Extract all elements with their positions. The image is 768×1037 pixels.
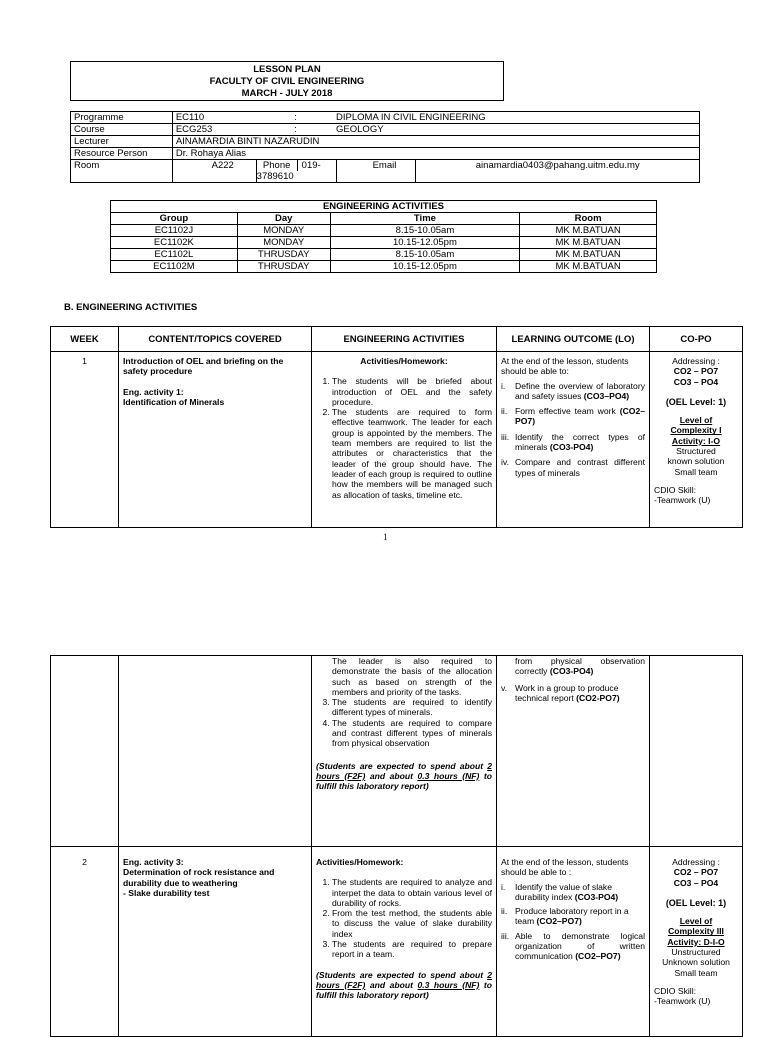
- email-value: ainamardia0403@pahang.uitm.edu.my: [416, 160, 700, 183]
- lo-code: (CO3–PO4): [583, 390, 630, 401]
- complexity-team: Small team: [674, 466, 718, 477]
- copo-cell-empty: [650, 656, 743, 847]
- topic-sub: - Slake durability test: [123, 887, 210, 898]
- content-cell: [119, 847, 312, 1037]
- copo-1: CO2 – PO7: [673, 867, 719, 878]
- activity-item: 2. The students are required to form effective teamwork. The leader for each group is appointed by the members. The team members are required to list the attributes or characteristics that the leader of the group should have. The leader of each group is required to outline how the members will be managed such as allocation of tasks, timeline etc.: [332, 407, 492, 500]
- info-row-resource: [71, 148, 700, 160]
- header-faculty: FACULTY OF CIVIL ENGINEERING: [209, 76, 365, 87]
- eng-activity-label: Eng. activity 3:: [123, 857, 184, 867]
- cdio-value: -Teamwork (U): [654, 495, 711, 506]
- lecturer-name: AINAMARDIA BINTI NAZARUDIN: [172, 136, 699, 148]
- activities-cont-cell: [312, 656, 497, 847]
- lo-num: i.: [501, 380, 506, 391]
- course-info-table: [70, 111, 700, 183]
- lo-num: ii.: [501, 906, 508, 917]
- lo-num: iii.: [501, 431, 510, 442]
- lesson-table-page2-cont: [50, 655, 743, 847]
- course-name: GEOLOGY: [336, 124, 699, 136]
- table-row-week1: [51, 352, 743, 528]
- phone-value: 019-3789610: [256, 160, 321, 182]
- note-part: (Students are expected to spend about: [316, 969, 488, 980]
- lo-intro: At the end of the lesson, students should be able to :: [501, 857, 629, 878]
- table-row: [111, 261, 657, 273]
- course-label: Course: [71, 124, 173, 136]
- copo-1: CO2 – PO7: [673, 366, 719, 377]
- lo-cont-cell: [497, 656, 650, 847]
- lo-text: Define the overview of laboratory and safety issues: [515, 380, 645, 401]
- copo-addressing: Addressing :: [672, 356, 720, 366]
- lo-code: (CO2–PO7): [536, 916, 582, 927]
- week-number: 1: [51, 352, 119, 528]
- eng-activity-label: Eng. activity 1:: [123, 386, 184, 397]
- lo-num: v.: [501, 682, 508, 693]
- lo-code: (CO2–PO7): [575, 951, 621, 962]
- lo-intro: At the end of the lesson, students should be able to:: [501, 356, 629, 377]
- lo-code: (CO3-PO4): [549, 666, 594, 677]
- lo-cell: [497, 352, 650, 528]
- complexity-team: Small team: [674, 967, 718, 978]
- note-part: 2 hours (F2F): [316, 760, 492, 781]
- col-group: Group: [111, 213, 238, 225]
- activities-cell: [312, 352, 497, 528]
- lo-item: [501, 457, 645, 478]
- lo-item: [501, 882, 645, 903]
- lo-text: Produce laboratory report in a team: [515, 906, 629, 927]
- note-part: to fulfill this laboratory report): [316, 979, 492, 1001]
- activity-cont-text: The leader is also required to demonstrate the basis of the allocation such as based on strength of the members and priority of the tasks.: [332, 656, 492, 697]
- room-cell: MK M.BATUAN: [520, 237, 657, 249]
- topic-text: Introduction of OEL and briefing on the safety procedure: [123, 356, 284, 377]
- lo-text: Able to demonstrate logical organization of written communication: [515, 930, 645, 962]
- lo-code: (CO3-PO4): [574, 891, 619, 902]
- lesson-table-week2: [50, 846, 743, 1037]
- header-session: MARCH - JULY 2018: [241, 88, 333, 99]
- col-week: WEEK: [51, 327, 119, 352]
- page-number: 1: [383, 532, 388, 542]
- activity-item: 2. From the test method, the students able to discuss the value of slake durability index: [332, 908, 492, 939]
- content-cell-empty: [119, 656, 312, 847]
- complexity-activity: Activity: D-I-O: [667, 936, 725, 947]
- time-cell: 8.15-10.05am: [330, 225, 520, 237]
- lo-item: [501, 683, 645, 704]
- phone-label: Phone: [257, 160, 298, 171]
- note-part: (Students are expected to spend about: [316, 760, 488, 771]
- lo-item: [501, 931, 645, 962]
- note-part: to fulfill this laboratory report): [316, 770, 492, 792]
- lo-text: from physical observation correctly: [515, 656, 645, 677]
- lo-text: Identify the value of slake durability index: [515, 881, 612, 902]
- programme-colon: :: [256, 112, 336, 124]
- lo-code: (CO2-PO7): [576, 692, 620, 703]
- week-number: 2: [51, 847, 119, 1037]
- note-part: and about: [365, 979, 418, 990]
- week-cell-empty: [51, 656, 119, 847]
- email-label: Email: [336, 160, 416, 183]
- lo-item: [501, 381, 645, 402]
- group-cell: EC1102L: [111, 249, 238, 261]
- complexity-level: Complexity III: [668, 926, 724, 937]
- table-row-week2: [51, 847, 743, 1037]
- room-cell: MK M.BATUAN: [520, 249, 657, 261]
- lo-text: Compare and contrast different types of minerals: [515, 457, 645, 478]
- resource-name: Dr. Rohaya Alias: [172, 148, 699, 160]
- group-cell: EC1102K: [111, 237, 238, 249]
- lo-text: Identify the correct types of minerals: [515, 431, 645, 453]
- group-cell: EC1102M: [111, 261, 238, 273]
- complexity-level: Complexity I: [670, 425, 722, 436]
- topic-text: Determination of rock resistance and durability due to weathering: [123, 867, 275, 888]
- note-part: 0.3 hours (NF): [417, 770, 480, 781]
- lo-num: ii.: [501, 406, 508, 417]
- info-row-room: [71, 160, 700, 183]
- time-cell: 8.15-10.05am: [330, 249, 520, 261]
- lo-text: Form effective team work: [515, 406, 616, 417]
- col-learning-outcome: LEARNING OUTCOME (LO): [497, 327, 650, 352]
- activities-cell: [312, 847, 497, 1037]
- col-time: Time: [330, 213, 520, 225]
- day-cell: THRUSDAY: [237, 249, 330, 261]
- room-value: A222: [172, 160, 256, 183]
- table-row: [111, 225, 657, 237]
- oel-level: (OEL Level: 1): [665, 396, 727, 407]
- section-b-heading: B. ENGINEERING ACTIVITIES: [64, 302, 198, 313]
- lo-num: iii.: [501, 930, 510, 941]
- copo-addressing: Addressing :: [672, 857, 720, 867]
- time-cell: 10.15-12.05pm: [330, 261, 520, 273]
- note-part: 2 hours (F2F): [316, 969, 492, 990]
- activity-item: 3. The students are required to identify different types of minerals.: [332, 697, 492, 718]
- oel-level: (OEL Level: 1): [665, 897, 727, 908]
- cdio-label: CDIO Skill:: [654, 985, 697, 996]
- room-cell: MK M.BATUAN: [520, 261, 657, 273]
- copo-cell: [650, 352, 743, 528]
- lo-text: Work in a group to produce technical report: [515, 682, 619, 703]
- activities-title: Activities/Homework:: [360, 356, 448, 366]
- course-code: ECG253: [172, 124, 256, 136]
- complexity-label: Level of: [679, 415, 713, 426]
- complexity-solution: known solution: [667, 456, 725, 467]
- col-day: Day: [237, 213, 330, 225]
- time-cell: 10.15-12.05pm: [330, 237, 520, 249]
- table-row: [111, 237, 657, 249]
- resource-label: Resource Person: [71, 148, 173, 160]
- lesson-plan-header: [70, 61, 504, 101]
- day-cell: THRUSDAY: [237, 261, 330, 273]
- table-row-week1-cont: [51, 656, 743, 847]
- group-cell: EC1102J: [111, 225, 238, 237]
- activity-item: 1. The students are required to analyze and interpet the data to obtain various level of durability of rocks.: [332, 877, 492, 908]
- col-room: Room: [520, 213, 657, 225]
- content-cell: [119, 352, 312, 528]
- programme-name: DIPLOMA IN CIVIL ENGINEERING: [336, 112, 699, 124]
- programme-label: Programme: [71, 112, 173, 124]
- activity-item: 4. The students are required to compare and contrast different types of minerals from physical observation: [332, 718, 492, 749]
- time-note: [316, 761, 492, 792]
- day-cell: MONDAY: [237, 225, 330, 237]
- info-row-course: [71, 124, 700, 136]
- activity-item: 1. The students will be briefed about introduction of OEL and the safety procedure.: [332, 376, 492, 407]
- activities-table-title: ENGINEERING ACTIVITIES: [111, 201, 657, 213]
- lo-code: (CO3-PO4): [549, 442, 594, 453]
- activity-item: 3. The students are required to prepare report in a team.: [332, 939, 492, 960]
- time-note: [316, 970, 492, 1001]
- cdio-value: -Teamwork (U): [654, 996, 711, 1007]
- info-row-lecturer: [71, 136, 700, 148]
- lo-item: [501, 906, 645, 927]
- complexity-solution: Unknown solution: [662, 957, 730, 968]
- col-eng-activities: ENGINEERING ACTIVITIES: [312, 327, 497, 352]
- info-row-programme: [71, 112, 700, 124]
- cdio-label: CDIO Skill:: [654, 484, 697, 495]
- copo-2: CO3 – PO4: [673, 877, 719, 888]
- eng-activity-name: Identification of Minerals: [123, 396, 225, 407]
- col-content: CONTENT/TOPICS COVERED: [119, 327, 312, 352]
- lo-num: iv.: [501, 457, 509, 468]
- col-copo: CO-PO: [650, 327, 743, 352]
- room-label: Room: [71, 160, 173, 183]
- complexity-activity: Activity: I-O: [671, 435, 721, 446]
- copo-cell: [650, 847, 743, 1037]
- lo-item: [501, 432, 645, 453]
- phone-cell: [256, 160, 336, 183]
- complexity-label: Level of: [679, 916, 713, 927]
- table-row: [111, 249, 657, 261]
- lesson-table-page1: [50, 326, 743, 528]
- note-part: and about: [365, 770, 418, 781]
- complexity-structure: Unstructured: [671, 947, 721, 958]
- complexity-structure: Structured: [676, 446, 716, 457]
- note-part: 0.3 hours (NF): [417, 979, 480, 990]
- lo-num: i.: [501, 881, 506, 892]
- lecturer-label: Lecturer: [71, 136, 173, 148]
- lo-cell: [497, 847, 650, 1037]
- lo-cont: [501, 656, 645, 677]
- lo-item: [501, 406, 645, 427]
- lo-code: (CO2–PO7): [515, 406, 646, 427]
- header-title: LESSON PLAN: [253, 64, 321, 75]
- day-cell: MONDAY: [237, 237, 330, 249]
- programme-code: EC110: [172, 112, 256, 124]
- course-colon: :: [256, 124, 336, 136]
- room-cell: MK M.BATUAN: [520, 225, 657, 237]
- activities-title: Activities/Homework:: [316, 857, 404, 867]
- engineering-activities-table: [110, 200, 657, 273]
- copo-2: CO3 – PO4: [673, 376, 719, 387]
